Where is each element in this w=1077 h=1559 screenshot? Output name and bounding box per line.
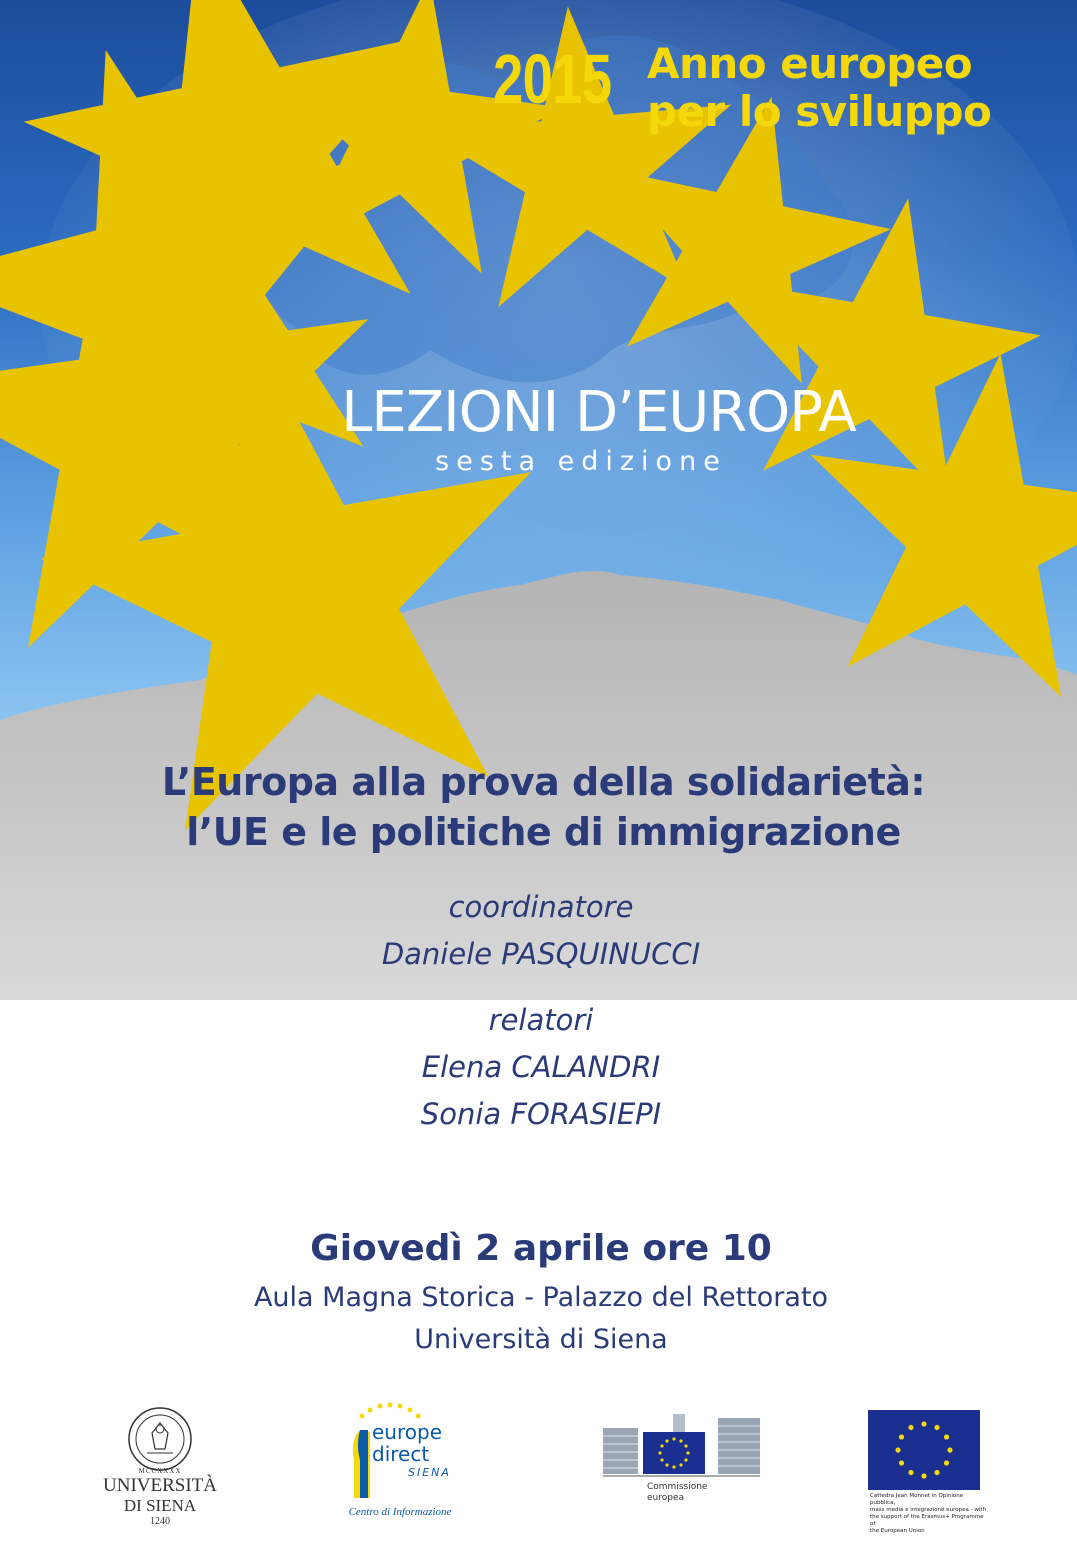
logo-universita-siena [95, 1405, 225, 1525]
university-name-line2: DI SIENA [123, 1496, 197, 1515]
event-venue: Aula Magna Storica - Palazzo del Rettorato [253, 1282, 829, 1313]
coordinator-name: Daniele PASQUINUCCI [381, 937, 701, 971]
jean-monnet-caption [870, 1493, 988, 1535]
logo-jean-monnet [868, 1410, 988, 1534]
caption-line: mass media e integrazione europea - with [870, 1507, 987, 1513]
caption-line: Cattedra Jean Monnet in Opinione pubblica, [870, 1493, 964, 1506]
europe-direct-line2: direct [372, 1442, 430, 1466]
series-edition: sesta edizione [435, 446, 727, 477]
year-theme-line2: per lo sviluppo [647, 87, 992, 136]
lecture-title-line2: l’UE e le politiche di immigrazione [186, 810, 901, 854]
lecture-title [0, 757, 1077, 857]
eu-flag-icon [868, 1410, 980, 1490]
speaker-name: Sonia FORASIEPI [420, 1097, 662, 1131]
year-theme [647, 40, 991, 136]
speakers-label: relatori [488, 1003, 594, 1037]
year-theme-line1: Anno europeo [647, 39, 973, 88]
university-founding-year: 1240 [150, 1516, 170, 1527]
europe-direct-line1: europe [372, 1420, 442, 1444]
university-seal-icon [95, 1405, 225, 1473]
event-date: Giovedì 2 aprile ore 10 [310, 1228, 772, 1269]
commission-line2: europea [647, 1493, 685, 1503]
seal-text: MCCXXXX [138, 1467, 182, 1475]
university-name-line1: UNIVERSITÀ [103, 1475, 217, 1496]
europe-direct-subtitle: Centro di Informazione [348, 1506, 452, 1518]
coordinator-label: coordinatore [448, 890, 634, 924]
berlaymont-building-icon [603, 1410, 763, 1485]
speaker-name: Elena CALANDRI [421, 1050, 661, 1084]
caption-line: the European Union [870, 1528, 925, 1534]
year: 2015 [493, 40, 612, 118]
commission-line1: Commissione [647, 1482, 708, 1492]
logo-commissione-europea [603, 1410, 763, 1520]
event-institution: Università di Siena [414, 1324, 668, 1355]
lecture-title-line1: L’Europa alla prova della solidarietà: [161, 760, 926, 804]
europe-direct-city: SIENA [408, 1466, 451, 1479]
series-title: LEZIONI D’EUROPA [341, 380, 856, 445]
logo-europe-direct [330, 1400, 470, 1525]
caption-line: the support of the Erasmus+ Programme of [870, 1514, 984, 1527]
